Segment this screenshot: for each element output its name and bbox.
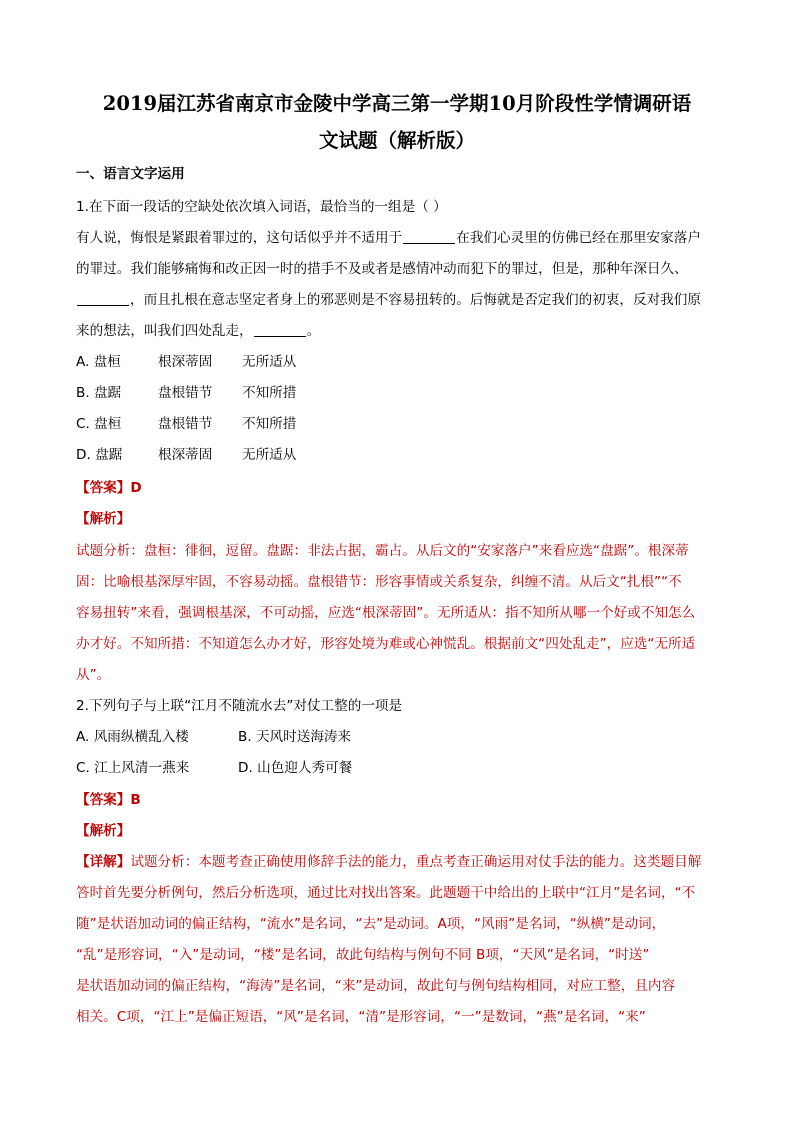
document-title-line2: 文试题（解析版） bbox=[318, 129, 475, 152]
q2-option-d: D. 山色迎人秀可餐 bbox=[238, 760, 353, 776]
answer-tag: 【答案】 bbox=[76, 480, 131, 496]
q2-options-row2 bbox=[76, 758, 736, 778]
option-word: 盘根错节 bbox=[158, 385, 213, 401]
q2-analysis-tag: 【解析】 bbox=[76, 823, 131, 839]
option-label: C. 盘桓 bbox=[76, 416, 122, 432]
option-word: 根深蒂固 bbox=[158, 354, 213, 370]
q1-passage-line2: 的罪过。我们能够痛悔和改正因一时的措手不及或者是感情冲动而犯下的罪过，但是，那种年深日久、 bbox=[76, 261, 688, 277]
q2-analysis-line bbox=[76, 852, 736, 872]
q2-answer bbox=[76, 790, 736, 810]
q1-passage-text: 有人说，悔恨是紧跟着罪过的，这句话似乎并不适用于 bbox=[76, 230, 403, 246]
q1-analysis-line: 试题分析：盘桓：徘徊，逗留。盘踞：非法占据，霸占。从后文的“安家落户”来看应选“盘踞”。根深蒂 bbox=[76, 543, 689, 559]
q2-option-c: C. 江上风清一燕来 bbox=[76, 760, 190, 776]
q1-option-b bbox=[76, 383, 736, 403]
fill-blank-1 bbox=[403, 229, 455, 244]
option-label: A. 盘桓 bbox=[76, 354, 121, 370]
q2-analysis-line: 随”是状语加动词的偏正结构，“流水”是名词，“去”是动词。A项，“风雨”是名词，“纵横”是动词， bbox=[76, 916, 666, 932]
q1-answer bbox=[76, 478, 736, 498]
option-word: 盘根错节 bbox=[158, 416, 213, 432]
q2-option-b: B. 天风时送海涛来 bbox=[238, 729, 352, 745]
q1-passage-line4 bbox=[76, 321, 736, 341]
q2-analysis-line: 是状语加动词的偏正结构，“海涛”是名词，“来”是动词，故此句与例句结构相同，对应工整，且内容 bbox=[76, 978, 676, 994]
q1-passage-text: 在我们心灵里的仿佛已经在那里安家落户 bbox=[456, 230, 701, 246]
analysis-text: 试题分析：本题考查正确使用修辞手法的能力，重点考查正确运用对仗手法的能力。这类题目解 bbox=[130, 854, 702, 870]
q1-option-a bbox=[76, 352, 736, 372]
q1-stem: 1.在下面一段话的空缺处依次填入词语，最恰当的一组是（ ） bbox=[76, 199, 447, 215]
detail-tag: 【详解】 bbox=[76, 854, 131, 870]
q2-analysis-line: “乱”是形容词，“入”是动词，“楼”是名词，故此句结构与例句不同 B项，“天风”是名词，“时送” bbox=[76, 947, 650, 963]
q1-analysis-line: 容易扭转”来看，强调根基深，不可动摇，应选“根深蒂固”。无所适从：指不知所从哪一个好或不知怎么 bbox=[76, 605, 696, 621]
fill-blank-2 bbox=[77, 291, 129, 306]
option-word: 不知所措 bbox=[242, 416, 297, 432]
option-word: 无所适从 bbox=[242, 447, 297, 463]
option-label: B. 盘踞 bbox=[76, 385, 122, 401]
q1-passage-line1 bbox=[76, 228, 736, 248]
option-word: 无所适从 bbox=[242, 354, 297, 370]
q1-option-d bbox=[76, 445, 736, 465]
q1-passage-line3 bbox=[76, 290, 736, 310]
answer-value: B bbox=[130, 792, 141, 808]
q2-analysis-line: 答时首先要分析例句，然后分析选项，通过比对找出答案。此题题干中给出的上联中“江月”是名词，“不 bbox=[76, 885, 696, 901]
q1-analysis-line: 办才好。不知所措：不知道怎么办才好，形容处境为难或心神慌乱。根据前文“四处乱走”，应选“无所适 bbox=[76, 636, 696, 652]
answer-value: D bbox=[130, 480, 142, 496]
fill-blank-3 bbox=[254, 322, 306, 337]
q1-passage-text: 。 bbox=[306, 323, 321, 339]
section-heading: 一、语言文字运用 bbox=[76, 166, 185, 182]
option-word: 根深蒂固 bbox=[158, 447, 213, 463]
q2-stem: 2.下列句子与上联“江月不随流水去”对仗工整的一项是 bbox=[76, 698, 403, 714]
q1-option-c bbox=[76, 414, 736, 434]
q2-options-row1 bbox=[76, 727, 736, 747]
q1-analysis-tag: 【解析】 bbox=[76, 511, 131, 527]
q1-passage-text: ，而且扎根在意志坚定者身上的邪恶则是不容易扭转的。后悔就是否定我们的初衷，反对我们原 bbox=[130, 292, 701, 308]
q2-analysis-line: 相关。C项，“江上”是偏正短语，“风”是名词，“清”是形容词，“一”是数词，“燕”是名词，“来” bbox=[76, 1009, 646, 1025]
document-title-line1: 2019届江苏省南京市金陵中学高三第一学期10月阶段性学情调研语 bbox=[102, 92, 692, 115]
option-word: 不知所措 bbox=[242, 385, 297, 401]
q1-analysis-line: 从”。 bbox=[76, 667, 111, 683]
q1-passage-text: 来的想法，叫我们四处乱走， bbox=[76, 323, 253, 339]
q2-option-a: A. 风雨纵横乱入楼 bbox=[76, 729, 189, 745]
answer-tag: 【答案】 bbox=[76, 792, 131, 808]
q1-analysis-line: 固：比喻根基深厚牢固，不容易动摇。盘根错节：形容事情或关系复杂，纠缠不清。从后文“扎根”“不 bbox=[76, 574, 682, 590]
option-label: D. 盘踞 bbox=[76, 447, 123, 463]
